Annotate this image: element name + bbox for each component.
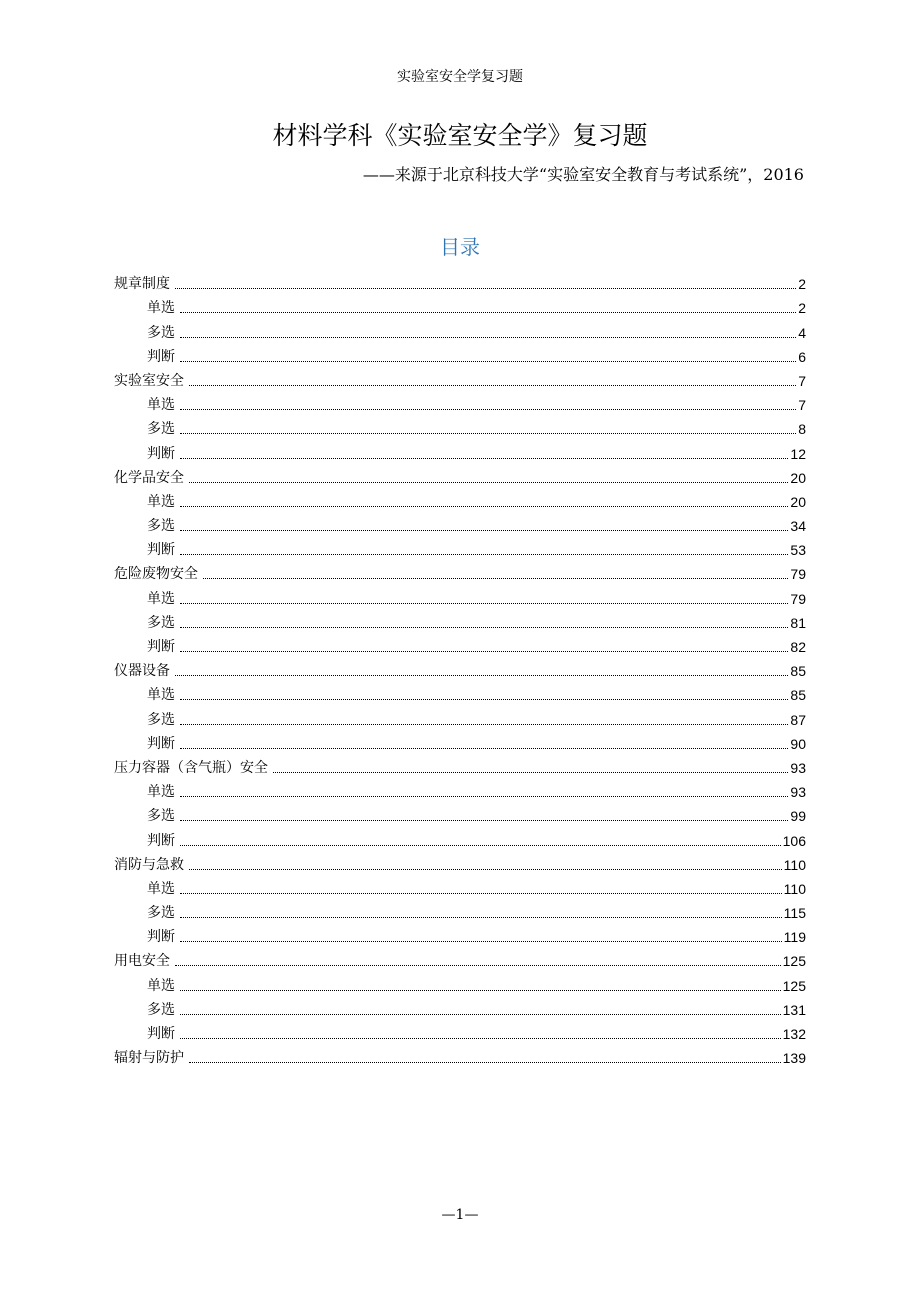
toc-dot-leader xyxy=(180,312,796,313)
toc-subentry[interactable] xyxy=(114,825,806,849)
toc-dot-leader xyxy=(180,893,782,894)
toc-entry-label: 判断 xyxy=(147,542,175,559)
toc-dot-leader xyxy=(180,1038,781,1039)
toc-entry-page: 34 xyxy=(790,518,806,535)
toc-entry[interactable] xyxy=(114,850,806,874)
toc-dot-leader xyxy=(180,554,788,555)
toc-entry-label: 单选 xyxy=(147,493,175,510)
toc-dot-leader xyxy=(180,820,788,821)
toc-entry-page: 90 xyxy=(790,735,806,752)
toc-entry-label: 多选 xyxy=(147,518,175,535)
toc-dot-leader xyxy=(180,603,788,604)
toc-entry-label: 单选 xyxy=(147,590,175,607)
toc-entry-page: 125 xyxy=(782,977,806,994)
toc-dot-leader xyxy=(180,337,796,338)
toc-entry-label: 实验室安全 xyxy=(114,372,184,389)
toc-entry-page: 85 xyxy=(790,663,806,680)
toc-entry-page: 4 xyxy=(798,324,806,341)
toc-dot-leader xyxy=(180,699,788,700)
toc-entry-label: 判断 xyxy=(147,1026,175,1042)
toc-entry-page: 110 xyxy=(783,880,806,897)
toc-entry-label: 判断 xyxy=(147,832,175,849)
toc-dot-leader xyxy=(180,990,781,991)
toc-entry-label: 多选 xyxy=(147,905,175,922)
toc-entry-page: 119 xyxy=(783,929,806,946)
toc-dot-leader xyxy=(175,288,796,289)
toc-subentry[interactable] xyxy=(114,487,806,511)
toc-entry-page: 139 xyxy=(782,1050,806,1067)
toc-entry-label: 多选 xyxy=(147,1001,175,1018)
toc-subentry[interactable] xyxy=(114,414,806,438)
toc-dot-leader xyxy=(189,385,796,386)
toc-subentry[interactable] xyxy=(114,293,806,317)
toc-subentry[interactable] xyxy=(114,704,806,728)
toc-entry-page: 12 xyxy=(790,445,806,462)
toc-entry-page: 82 xyxy=(790,639,806,655)
toc-entry-page: 79 xyxy=(790,590,806,607)
table-of-contents xyxy=(114,269,806,1067)
toc-dot-leader xyxy=(180,530,788,531)
toc-dot-leader xyxy=(180,1014,781,1015)
toc-subentry[interactable] xyxy=(114,608,806,632)
toc-entry-label: 判断 xyxy=(147,929,175,946)
toc-entry-label: 单选 xyxy=(147,977,175,994)
toc-entry-label: 判断 xyxy=(147,445,175,462)
toc-entry-label: 单选 xyxy=(147,687,175,704)
toc-entry[interactable] xyxy=(114,463,806,487)
toc-dot-leader xyxy=(180,796,788,797)
toc-entry-page: 110 xyxy=(783,856,806,873)
toc-entry-page: 8 xyxy=(798,421,806,438)
toc-entry[interactable] xyxy=(114,366,806,390)
toc-entry-label: 多选 xyxy=(147,808,175,825)
toc-subentry[interactable] xyxy=(114,1019,806,1043)
toc-subentry[interactable] xyxy=(114,390,806,414)
toc-dot-leader xyxy=(273,772,788,773)
toc-entry-page: 85 xyxy=(790,687,806,704)
toc-subentry[interactable] xyxy=(114,317,806,341)
toc-dot-leader xyxy=(189,869,782,870)
toc-heading: 目录 xyxy=(440,235,480,259)
toc-entry[interactable] xyxy=(114,946,806,970)
toc-entry[interactable] xyxy=(114,656,806,680)
toc-entry-label: 多选 xyxy=(147,711,175,728)
toc-subentry[interactable] xyxy=(114,438,806,462)
toc-entry-page: 79 xyxy=(790,566,806,583)
toc-dot-leader xyxy=(180,458,788,459)
toc-entry-page: 93 xyxy=(790,759,806,776)
running-header: 实验室安全学复习题 xyxy=(397,69,523,85)
toc-entry-label: 多选 xyxy=(147,324,175,341)
toc-entry-label: 规章制度 xyxy=(114,276,170,293)
toc-subentry[interactable] xyxy=(114,922,806,946)
toc-dot-leader xyxy=(180,409,796,410)
toc-entry-label: 危险废物安全 xyxy=(114,566,198,583)
toc-dot-leader xyxy=(180,506,788,507)
toc-entry-page: 20 xyxy=(790,469,806,486)
toc-entry-page: 99 xyxy=(790,808,806,825)
toc-entry[interactable] xyxy=(114,1043,806,1067)
toc-subentry[interactable] xyxy=(114,801,806,825)
toc-entry-label: 单选 xyxy=(147,300,175,317)
toc-entry-page: 2 xyxy=(798,276,806,293)
toc-entry-label: 判断 xyxy=(147,639,175,655)
toc-subentry[interactable] xyxy=(114,729,806,753)
toc-dot-leader xyxy=(175,675,788,676)
toc-entry-page: 2 xyxy=(798,300,806,317)
toc-entry-label: 单选 xyxy=(147,784,175,801)
toc-entry-page: 81 xyxy=(790,614,806,631)
toc-entry-page: 115 xyxy=(783,905,806,922)
toc-dot-leader xyxy=(189,482,788,483)
toc-entry[interactable] xyxy=(114,559,806,583)
toc-entry-page: 87 xyxy=(790,711,806,728)
toc-entry-label: 消防与急救 xyxy=(114,856,184,873)
toc-entry-label: 压力容器（含气瓶）安全 xyxy=(114,759,268,776)
toc-subentry[interactable] xyxy=(114,680,806,704)
toc-subentry[interactable] xyxy=(114,874,806,898)
toc-dot-leader xyxy=(180,845,781,846)
toc-entry-page: 125 xyxy=(782,953,806,970)
toc-subentry[interactable] xyxy=(114,970,806,994)
toc-dot-leader xyxy=(189,1062,781,1063)
toc-entry-page: 131 xyxy=(782,1001,806,1018)
toc-entry-page: 53 xyxy=(790,542,806,559)
toc-dot-leader xyxy=(180,748,788,749)
toc-entry-label: 单选 xyxy=(147,397,175,414)
toc-subentry[interactable] xyxy=(114,511,806,535)
toc-subentry[interactable] xyxy=(114,995,806,1019)
document-subtitle: ——来源于北京科技大学“实验室安全教育与考试系统”，2016 xyxy=(362,165,804,184)
page-number: —1— xyxy=(441,1207,479,1223)
toc-dot-leader xyxy=(180,917,782,918)
toc-entry-page: 7 xyxy=(798,372,806,389)
toc-dot-leader xyxy=(180,724,788,725)
toc-entry-label: 化学品安全 xyxy=(114,469,184,486)
document-title: 材料学科《实验室安全学》复习题 xyxy=(272,121,648,150)
toc-entry-page: 93 xyxy=(790,784,806,801)
toc-entry-page: 6 xyxy=(798,348,806,365)
toc-entry-label: 单选 xyxy=(147,880,175,897)
toc-entry-page: 20 xyxy=(790,493,806,510)
toc-entry-label: 判断 xyxy=(147,735,175,752)
toc-entry-page: 7 xyxy=(798,397,806,414)
toc-entry-label: 判断 xyxy=(147,348,175,365)
toc-entry-page: 106 xyxy=(782,832,806,849)
toc-subentry[interactable] xyxy=(114,777,806,801)
toc-dot-leader xyxy=(203,578,788,579)
toc-dot-leader xyxy=(180,651,788,652)
toc-entry-page: 132 xyxy=(782,1026,806,1042)
toc-entry-label: 多选 xyxy=(147,614,175,631)
toc-entry-label: 多选 xyxy=(147,421,175,438)
toc-dot-leader xyxy=(180,361,796,362)
toc-subentry[interactable] xyxy=(114,898,806,922)
toc-dot-leader xyxy=(180,433,796,434)
toc-dot-leader xyxy=(175,965,781,966)
toc-subentry[interactable] xyxy=(114,535,806,559)
toc-entry-label: 用电安全 xyxy=(114,953,170,970)
toc-dot-leader xyxy=(180,627,788,628)
toc-dot-leader xyxy=(180,941,782,942)
toc-entry-label: 辐射与防护 xyxy=(114,1050,184,1067)
toc-subentry[interactable] xyxy=(114,342,806,366)
toc-entry[interactable] xyxy=(114,753,806,777)
toc-subentry[interactable] xyxy=(114,632,806,656)
toc-entry-label: 仪器设备 xyxy=(114,663,170,680)
toc-entry[interactable] xyxy=(114,269,806,293)
toc-subentry[interactable] xyxy=(114,583,806,607)
